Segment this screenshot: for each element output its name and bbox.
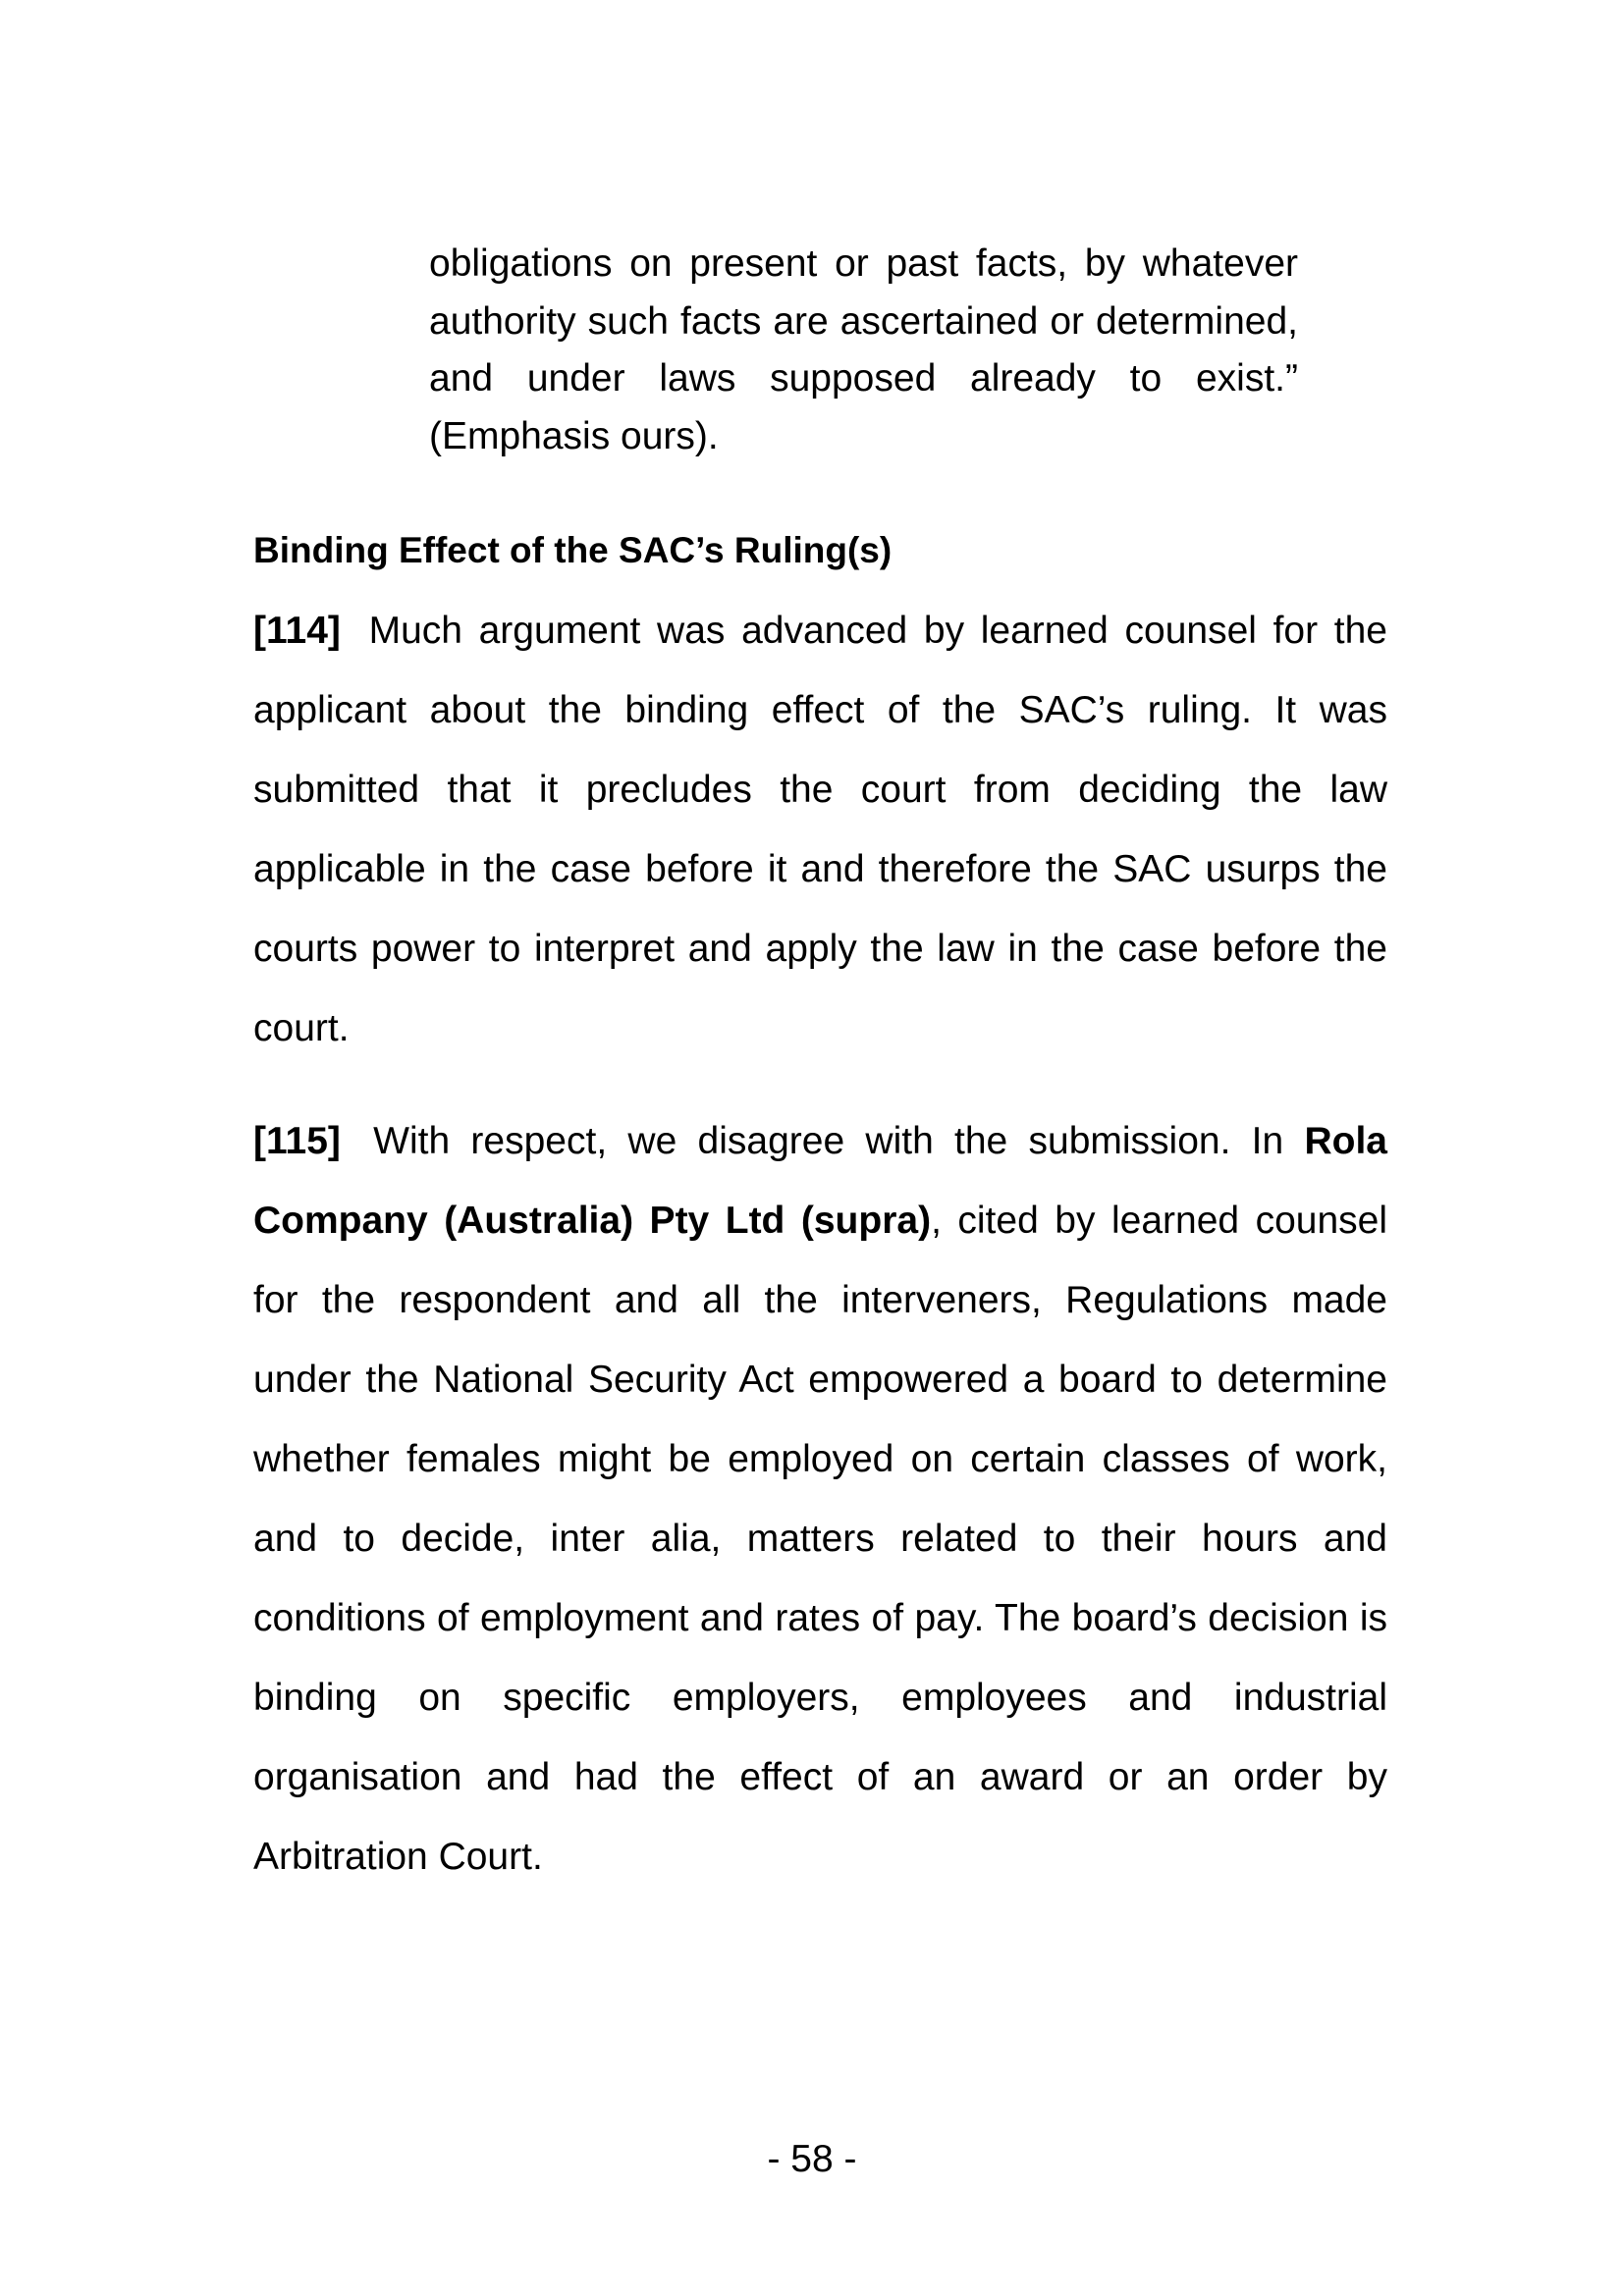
case-citation: Rola Company (Australia) Pty Ltd (supra) <box>253 1120 1387 1242</box>
block-quote-continuation <box>429 236 1298 465</box>
page-number: - 58 - <box>767 2138 857 2180</box>
paragraph-text-start: With respect, we disagree with the submission. In <box>373 1120 1305 1162</box>
paragraph-text: Much argument was advanced by learned counsel for the applicant about the binding effect of the SAC’s ruling. It was submitted that it precludes the court from deciding the law applicable in the case before it and therefore the SAC usurps the courts power to interpret and apply the law in the case before the court. <box>253 610 1387 1049</box>
paragraph-text-end: , cited by learned counsel for the respondent and all the interveners, Regulations made under the National Security Act empowered a board to determine whether females might be employed on certain classes of work, and to decide, inter alia, matters related to their hours and conditions of employment and rates of pay. The board’s decision is binding on specific employers, employees and industrial organisation and had the effect of an award or an order by Arbitration Court. <box>253 1200 1387 1878</box>
block-quote-text: obligations on present or past facts, by whatever authority such facts are ascertained or determined, and under laws supposed already to exist.” (Emphasis ours). <box>429 242 1298 457</box>
paragraph-number: [115] <box>253 1120 341 1162</box>
paragraph-114 <box>253 591 1387 1068</box>
section-heading: Binding Effect of the SAC’s Ruling(s) <box>253 530 893 570</box>
paragraph-number: [114] <box>253 610 341 652</box>
paragraph-115 <box>253 1101 1387 1896</box>
